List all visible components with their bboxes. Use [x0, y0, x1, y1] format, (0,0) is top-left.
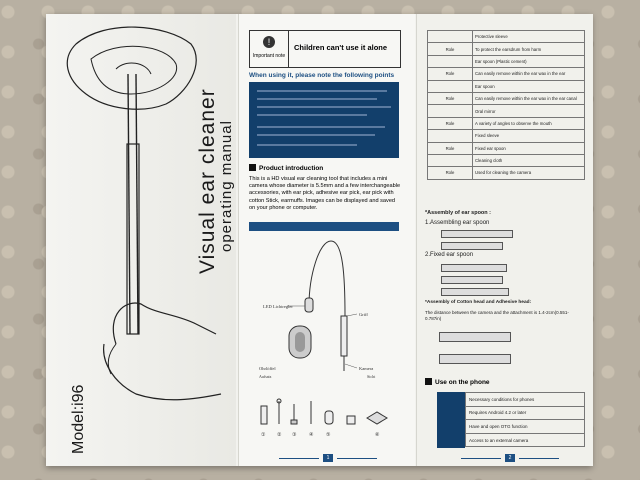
- warning-line: [257, 126, 385, 128]
- important-note-heading: Children can't use it alone: [294, 43, 388, 52]
- phone-requirement: Requires Android 4.2 or later: [466, 406, 585, 420]
- assembly-step-1: 1.Assembling ear spoon: [425, 220, 490, 226]
- table-cell-text: Protective sleeve: [473, 31, 585, 43]
- accessory-number: ③: [292, 432, 297, 438]
- label-holder: Aufsatz: [259, 374, 272, 379]
- table-cell-text: Fixed ear spoon: [473, 142, 585, 154]
- table-row: [466, 393, 585, 407]
- important-note-label: Important note: [252, 53, 286, 59]
- table-row: [428, 105, 585, 117]
- label-led: LED Lichtregler: [263, 304, 293, 309]
- cotton-title: *Assembly of Cotton head and Adhesive head:: [425, 300, 532, 305]
- warning-line: [257, 98, 377, 100]
- role-label: Role: [428, 92, 473, 104]
- page-one-panel: [238, 14, 415, 466]
- label-camera: Kamera: [359, 366, 374, 371]
- table-cell-text: Cleaning cloth: [473, 154, 585, 166]
- table-cell-text: Fixed sleeve: [473, 130, 585, 142]
- table-cell-text: A variety of angles to observe the mouth: [473, 117, 585, 129]
- spoon-diagram: [441, 242, 503, 250]
- table-cell-text: Ear spoon (Plastic cement): [473, 55, 585, 67]
- product-diagram: [239, 236, 415, 456]
- product-intro-heading-text: Product introduction: [259, 165, 324, 172]
- accessory-icon: [428, 55, 473, 67]
- label-earpick: Ohrlöffel: [259, 366, 276, 371]
- cover-title: Visual ear cleaner: [196, 88, 219, 274]
- table-row: [466, 406, 585, 420]
- table-cell-text: Used for cleaning the camera: [473, 167, 585, 179]
- page-line: [519, 458, 559, 459]
- manual-sheet: [46, 14, 592, 466]
- exclamation-icon: !: [263, 36, 275, 48]
- phone-requirement: Access to an external camera: [466, 433, 585, 447]
- spoon-diagram: [441, 264, 507, 272]
- page-line: [279, 458, 319, 459]
- use-on-phone-heading-text: Use on the phone: [435, 379, 490, 386]
- cotton-diagram: [439, 354, 511, 364]
- section-square-icon: [249, 164, 256, 171]
- page-number: 2: [505, 454, 515, 462]
- spoon-diagram: [441, 288, 509, 296]
- cotton-text: The distance between the camera and the attachment is 1.4-2cm(0.551-0.787in): [425, 310, 569, 321]
- page-line: [337, 458, 377, 459]
- table-row: [428, 154, 585, 166]
- cotton-diagram: [439, 332, 511, 342]
- table-row: [466, 433, 585, 447]
- table-row: [428, 142, 585, 154]
- role-label: Role: [428, 68, 473, 80]
- important-note-box: [249, 30, 401, 68]
- accessory-icon: [428, 31, 473, 43]
- accessory-number: ④: [309, 432, 314, 438]
- warning-line: [257, 106, 391, 108]
- section-square-icon: [425, 378, 432, 385]
- table-row: [428, 43, 585, 55]
- table-row: [428, 130, 585, 142]
- important-note-left: [250, 31, 289, 67]
- table-row: [428, 68, 585, 80]
- table-cell-text: Ear spoon: [473, 80, 585, 92]
- cover-subtitle: operating manual: [218, 120, 235, 252]
- accessory-number: ⑤: [326, 432, 331, 438]
- accessory-icon: [428, 154, 473, 166]
- page-number: 1: [323, 454, 333, 462]
- product-intro-heading: [249, 164, 323, 172]
- spoon-diagram: [441, 230, 513, 238]
- accessory-number: ⑥: [375, 432, 380, 438]
- model-number: Model:i96: [70, 384, 87, 454]
- role-label: Role: [428, 167, 473, 179]
- label-grip: Griff: [359, 312, 368, 317]
- page-line: [461, 458, 501, 459]
- phone-requirement: Have and open OTG function: [466, 420, 585, 434]
- phone-requirements-table: [465, 392, 585, 447]
- table-row: [466, 420, 585, 434]
- warning-line: [257, 90, 387, 92]
- accessory-icon: [428, 130, 473, 142]
- accessory-table: [427, 30, 585, 180]
- phone-requirement: Necessary conditions for phones: [466, 393, 585, 407]
- assembly-step-2: 2.Fixed ear spoon: [425, 252, 474, 258]
- warning-line: [257, 144, 357, 146]
- role-label: Role: [428, 43, 473, 55]
- warning-block: [249, 82, 399, 158]
- table-cell-text: Can easily remove within the ear wax in the ear: [473, 68, 585, 80]
- assembly-title: *Assembly of ear spoon :: [425, 210, 492, 216]
- accessory-icon: [428, 80, 473, 92]
- use-on-phone-heading: [425, 378, 490, 386]
- accessory-icon: [428, 105, 473, 117]
- product-intro-text: This is a HD visual ear cleaning tool that includes a mini camera whose diameter is 5.5mm and a few interchangeable accessories, with ear pick, adhesive ear pick, ear pick with cotton Stick, earmuffs. Images can be displayed and saved on your phone or computer.: [249, 176, 401, 211]
- accessory-number: ②: [277, 432, 282, 438]
- warning-line: [257, 114, 367, 116]
- table-row: [428, 167, 585, 179]
- warning-line: [257, 134, 375, 136]
- spoon-diagram: [441, 276, 503, 284]
- table-cell-text: To protect the earsdrum from harm: [473, 43, 585, 55]
- role-label: Role: [428, 142, 473, 154]
- page-two-panel: [416, 14, 593, 466]
- table-cell-text: Can easily remove within the ear wax in the ear canal: [473, 92, 585, 104]
- phone-block: [437, 392, 465, 448]
- accessory-number: ①: [261, 432, 266, 438]
- warning-title: When using it, please note the following points: [249, 72, 395, 79]
- label-vision: Sicht: [367, 374, 376, 379]
- table-row: [428, 92, 585, 104]
- table-row: [428, 117, 585, 129]
- table-row: [428, 80, 585, 92]
- role-label: Role: [428, 117, 473, 129]
- diagram-heading-bar: [249, 222, 399, 231]
- table-cell-text: Oral mirror: [473, 105, 585, 117]
- table-row: [428, 55, 585, 67]
- cover-panel: [46, 14, 236, 466]
- table-row: [428, 31, 585, 43]
